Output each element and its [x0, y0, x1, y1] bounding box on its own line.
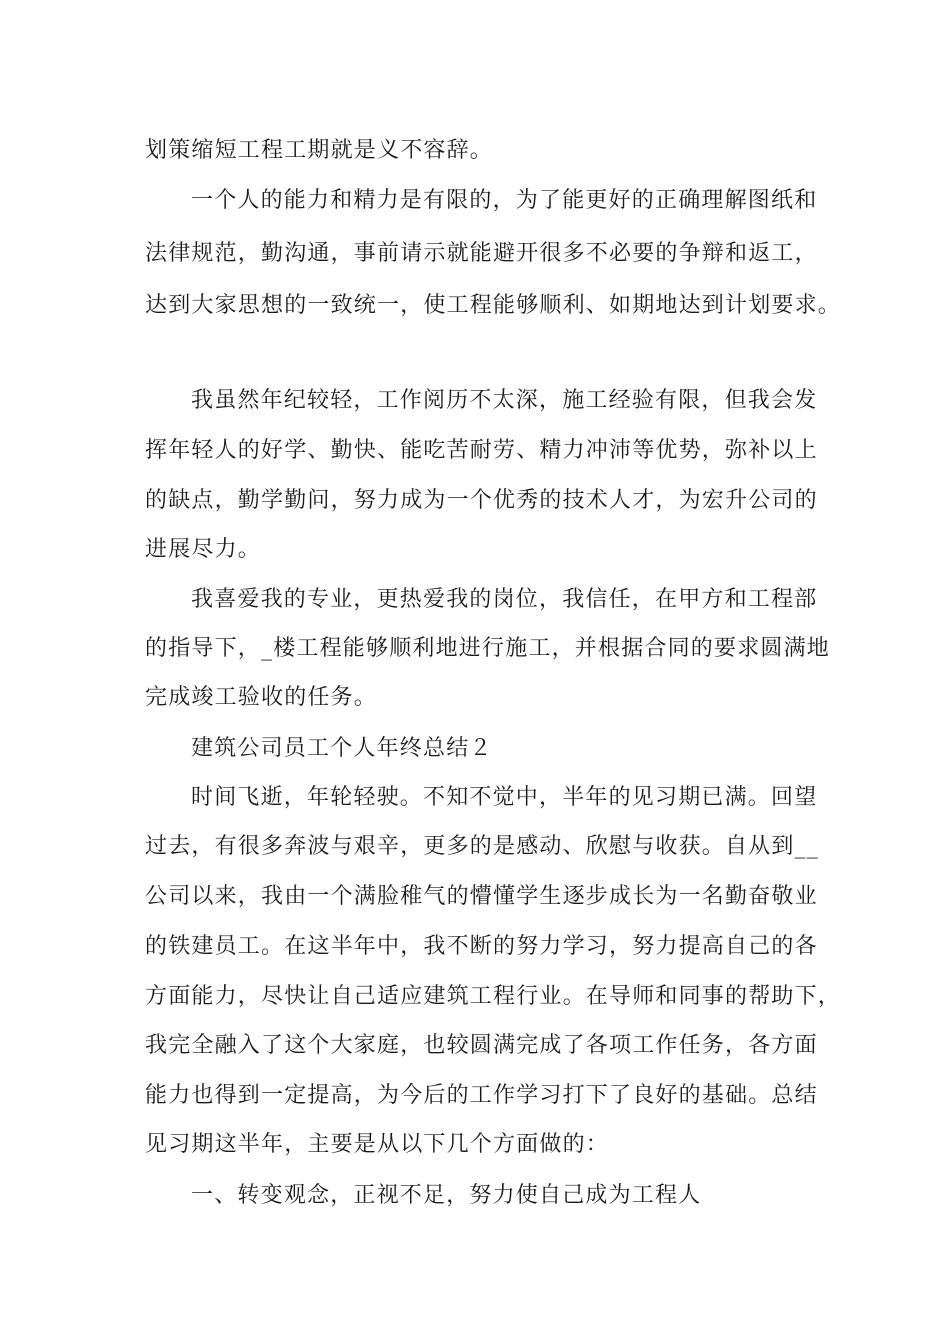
text-line: 时间飞逝，年轮轻驶。不知不觉中，半年的见习期已满。回望 — [191, 785, 818, 810]
text-line: 的指导下，_楼工程能够顺利地进行施工，并根据合同的要求圆满地 — [145, 636, 831, 661]
text-line: 公司以来，我由一个满脸稚气的懵懂学生逐步成长为一名勤奋敬业 — [145, 884, 818, 909]
text-line: 过去，有很多奔波与艰辛，更多的是感动、欣慰与收获。自从到__ — [145, 834, 820, 859]
text-line: 方面能力，尽快让自己适应建筑工程行业。在导师和同事的帮助下， — [145, 984, 842, 1009]
text-line: 一、转变观念，正视不足，努力使自己成为工程人 — [191, 1183, 702, 1208]
text-line: 挥年轻人的好学、勤快、能吃苦耐劳、精力冲沛等优势，弥补以上 — [145, 438, 818, 463]
text-line: 达到大家思想的一致统一，使工程能够顺利、如期地达到计划要求。 — [145, 293, 842, 318]
section-heading: 建筑公司员工个人年终总结２ — [191, 736, 493, 761]
text-line: 我完全融入了这个大家庭，也较圆满完成了各项工作任务，各方面 — [145, 1033, 818, 1058]
text-line: 完成竣工验收的任务。 — [145, 685, 378, 710]
text-line: 法律规范，勤沟通，事前请示就能避开很多不必要的争辩和返工， — [145, 241, 818, 266]
text-line: 我喜爱我的专业，更热爱我的岗位，我信任，在甲方和工程部 — [191, 587, 818, 612]
text-line: 能力也得到一定提高，为今后的工作学习打下了良好的基础。总结 — [145, 1083, 818, 1108]
text-line: 一个人的能力和精力是有限的，为了能更好的正确理解图纸和 — [191, 188, 818, 213]
text-line: 见习期这半年，主要是从以下几个方面做的： — [145, 1132, 610, 1157]
text-line: 划策缩短工程工期就是义不容辞。 — [145, 138, 494, 163]
text-line: 的铁建员工。在这半年中，我不断的努力学习，努力提高自己的各 — [145, 934, 818, 959]
text-line: 进展尽力。 — [145, 537, 262, 562]
text-line: 的缺点，勤学勤问，努力成为一个优秀的技术人才，为宏升公司的 — [145, 488, 818, 513]
text-line: 我虽然年纪较轻，工作阅历不太深，施工经验有限，但我会发 — [191, 388, 818, 413]
